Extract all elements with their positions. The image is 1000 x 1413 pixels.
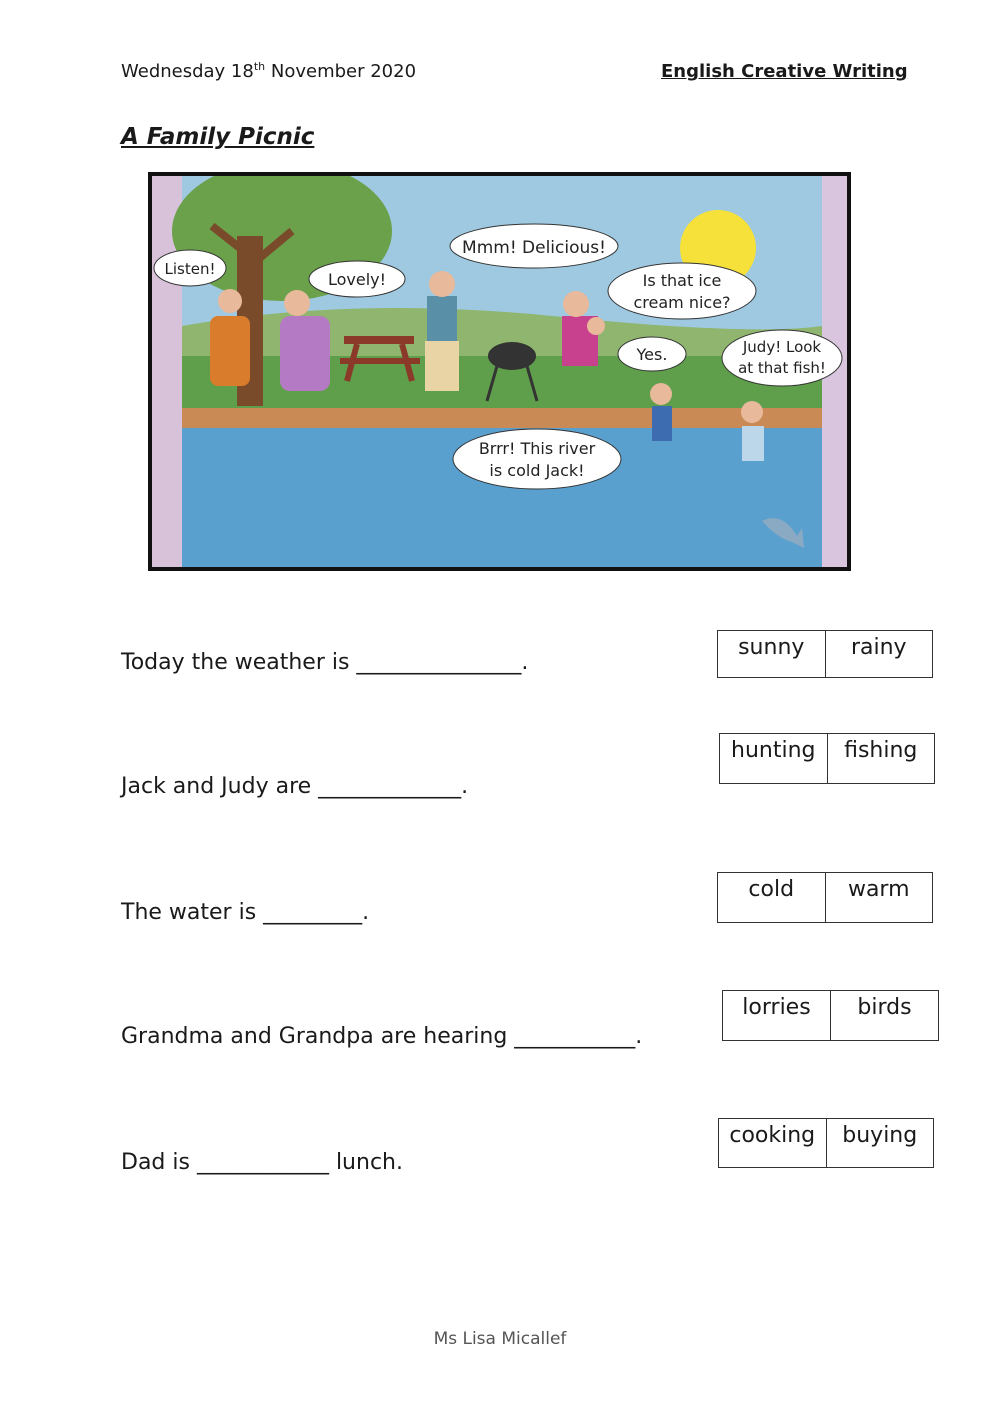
question-3-option-1[interactable]: cold	[748, 877, 795, 902]
dad-trousers	[425, 341, 459, 391]
question-1-choices	[717, 630, 933, 678]
picnic-scene	[152, 176, 847, 567]
bubble-brrr-line2: is cold Jack!	[489, 461, 585, 480]
worksheet-date	[121, 60, 416, 82]
bubble-brrr	[453, 429, 621, 489]
bubble-judy-line2: at that fish!	[738, 359, 826, 377]
baby-head	[587, 317, 605, 335]
picnic-table-top	[344, 336, 414, 344]
question-2-sentence: Jack and Judy are _____________.	[121, 774, 469, 799]
question-4-choices	[722, 990, 939, 1041]
date-text: Wednesday 18	[121, 61, 254, 82]
question-5-option-1[interactable]: cooking	[729, 1123, 816, 1148]
bubble-judy-line1: Judy! Look	[742, 338, 822, 356]
date-ordinal: th	[253, 60, 266, 73]
grandma-head	[284, 290, 310, 316]
riverbank	[182, 408, 822, 430]
bubble-ice-cream-line2: cream nice?	[633, 293, 731, 312]
bubble-listen-text: Listen!	[164, 260, 216, 278]
question-2-option-1[interactable]: hunting	[731, 738, 816, 763]
question-2-choices	[719, 733, 935, 784]
page-title: A Family Picnic	[121, 124, 315, 150]
jack	[742, 426, 764, 461]
bubble-yes-text: Yes.	[636, 345, 668, 364]
question-4-sentence: Grandma and Grandpa are hearing ___________.	[121, 1024, 643, 1049]
author-footer: Ms Lisa Micallef	[433, 1329, 567, 1349]
question-5-choices	[718, 1118, 934, 1168]
question-4-option-1[interactable]: lorries	[742, 995, 811, 1020]
question-3-choices	[717, 872, 933, 923]
bubble-brrr-line1: Brrr! This river	[478, 439, 596, 458]
question-1-option-2[interactable]: rainy	[825, 631, 933, 677]
question-1-option-1[interactable]: sunny	[738, 635, 805, 660]
worksheet-subject: English Creative Writing	[661, 61, 908, 82]
jack-head	[741, 401, 763, 423]
judy-head	[650, 383, 672, 405]
question-5-sentence: Dad is ____________ lunch.	[121, 1150, 403, 1175]
picnic-illustration	[148, 172, 851, 571]
barbecue-grill	[488, 342, 536, 370]
question-3-option-2[interactable]: warm	[825, 873, 933, 922]
question-3-sentence: The water is _________.	[121, 900, 370, 925]
judy	[652, 406, 672, 441]
date-text-rest: November 2020	[265, 61, 417, 82]
bubble-lovely-text: Lovely!	[327, 270, 387, 289]
bubble-ice-cream-line1: Is that ice	[642, 271, 722, 290]
question-2-option-2[interactable]: fishing	[827, 734, 935, 783]
dad-shirt	[427, 296, 457, 341]
question-1-sentence: Today the weather is _______________.	[121, 650, 529, 675]
question-5-option-2[interactable]: buying	[826, 1119, 934, 1167]
question-4-option-2[interactable]: birds	[830, 991, 938, 1040]
grandpa	[210, 316, 250, 386]
grandpa-head	[218, 289, 242, 313]
dad-head	[429, 271, 455, 297]
mum-head	[563, 291, 589, 317]
bubble-mmm-text: Mmm! Delicious!	[462, 238, 606, 258]
grandma	[280, 316, 330, 391]
